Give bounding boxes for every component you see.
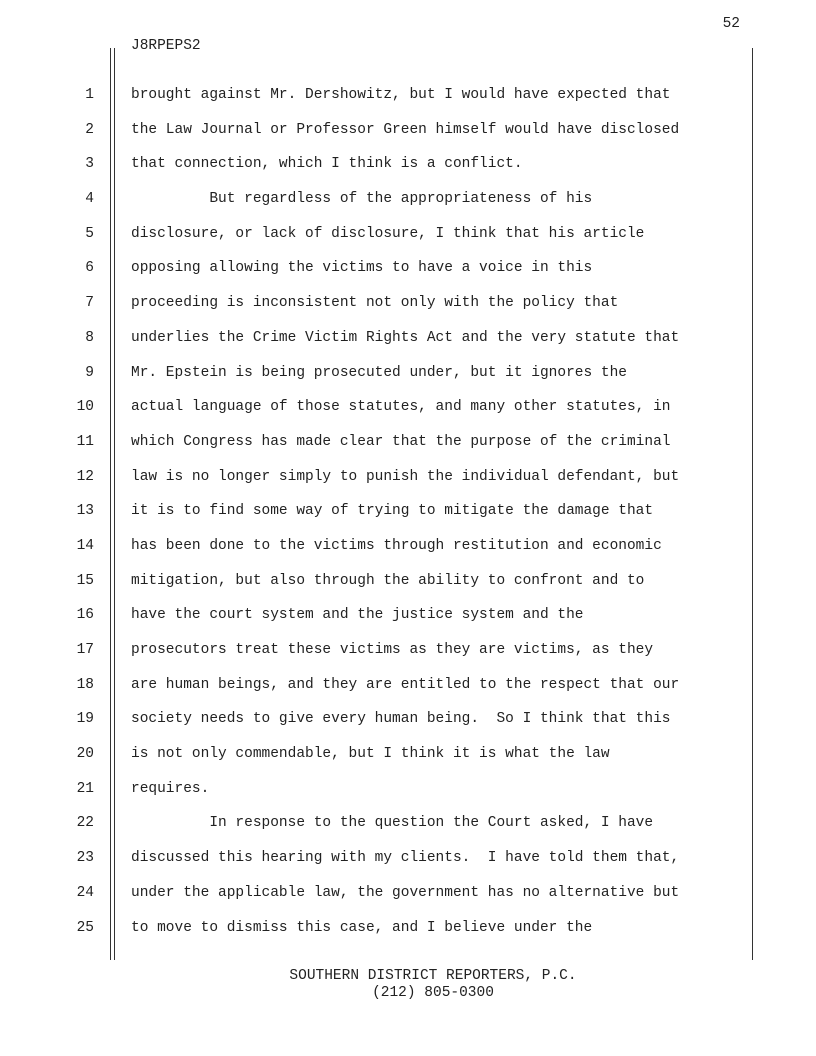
transcript-line: under the applicable law, the government has no alternative but (131, 884, 680, 901)
line-number: 7 (85, 295, 94, 312)
line-number: 19 (76, 711, 94, 728)
line-number: 11 (76, 433, 94, 450)
line-number: 12 (76, 468, 94, 485)
transcript-line: mitigation, but also through the ability to confront and to (131, 572, 645, 589)
line-number: 14 (76, 537, 94, 554)
reporter-name: SOUTHERN DISTRICT REPORTERS, P.C. (289, 968, 577, 984)
line-number: 16 (76, 607, 94, 624)
transcript-line: In response to the question the Court asked, I have (131, 815, 654, 832)
transcript-line: discussed this hearing with my clients. I have told them that, (131, 850, 680, 867)
transcript-line: are human beings, and they are entitled to the respect that our (131, 676, 680, 693)
transcript-line: brought against Mr. Dershowitz, but I would have expected that (131, 87, 671, 103)
transcript-line: to move to dismiss this case, and I believe under the (131, 919, 593, 936)
line-number: 5 (85, 225, 94, 242)
left-margin-rule (110, 48, 111, 960)
case-id: J8RPEPS2 (131, 38, 201, 54)
transcript-line: which Congress has made clear that the purpose of the criminal (131, 433, 671, 450)
line-number: 4 (85, 191, 94, 208)
reporter-phone: (212) 805-0300 (372, 985, 494, 1001)
line-number: 13 (76, 503, 94, 520)
line-number: 25 (76, 919, 94, 936)
line-number: 6 (85, 260, 94, 277)
line-number: 23 (76, 850, 94, 867)
right-margin-rule (752, 48, 753, 960)
line-number: 8 (85, 329, 94, 346)
transcript-line: requires. (131, 780, 210, 797)
transcript-line: it is to find some way of trying to mitigate the damage that (131, 503, 654, 520)
page-footer (0, 968, 816, 1002)
transcript-line: But regardless of the appropriateness of his (131, 191, 593, 208)
transcript-line: opposing allowing the victims to have a voice in this (131, 260, 593, 277)
transcript-line: law is no longer simply to punish the individual defendant, but (131, 468, 680, 485)
transcript-line: the Law Journal or Professor Green himself would have disclosed (131, 121, 680, 138)
line-number: 10 (76, 399, 94, 416)
line-number: 22 (76, 815, 94, 832)
transcript-line: Mr. Epstein is being prosecuted under, but it ignores the (131, 364, 627, 381)
line-number: 2 (85, 121, 94, 138)
line-number: 18 (76, 676, 94, 693)
line-number: 17 (76, 642, 94, 658)
line-number: 9 (85, 364, 94, 381)
transcript-line: disclosure, or lack of disclosure, I think that his article (131, 225, 645, 242)
transcript-line: society needs to give every human being. So I think that this (131, 711, 671, 728)
transcript-line: prosecutors treat these victims as they are victims, as they (131, 642, 654, 658)
line-number-column (60, 84, 94, 951)
page-number: 52 (722, 16, 740, 32)
line-number: 24 (76, 884, 94, 901)
line-number: 3 (85, 156, 94, 173)
line-number: 21 (76, 780, 94, 797)
left-margin-rule-inner (114, 48, 115, 960)
transcript-line: has been done to the victims through restitution and economic (131, 537, 662, 554)
transcript-line: that connection, which I think is a conflict. (131, 156, 523, 173)
transcript-body (131, 84, 746, 951)
line-number: 15 (76, 572, 94, 589)
transcript-line: is not only commendable, but I think it is what the law (131, 746, 610, 763)
line-number: 20 (76, 746, 94, 763)
transcript-line: have the court system and the justice system and the (131, 607, 584, 624)
transcript-line: underlies the Crime Victim Rights Act and the very statute that (131, 329, 680, 346)
transcript-line: actual language of those statutes, and many other statutes, in (131, 399, 671, 416)
line-number: 1 (85, 87, 94, 103)
transcript-line: proceeding is inconsistent not only with the policy that (131, 295, 619, 312)
